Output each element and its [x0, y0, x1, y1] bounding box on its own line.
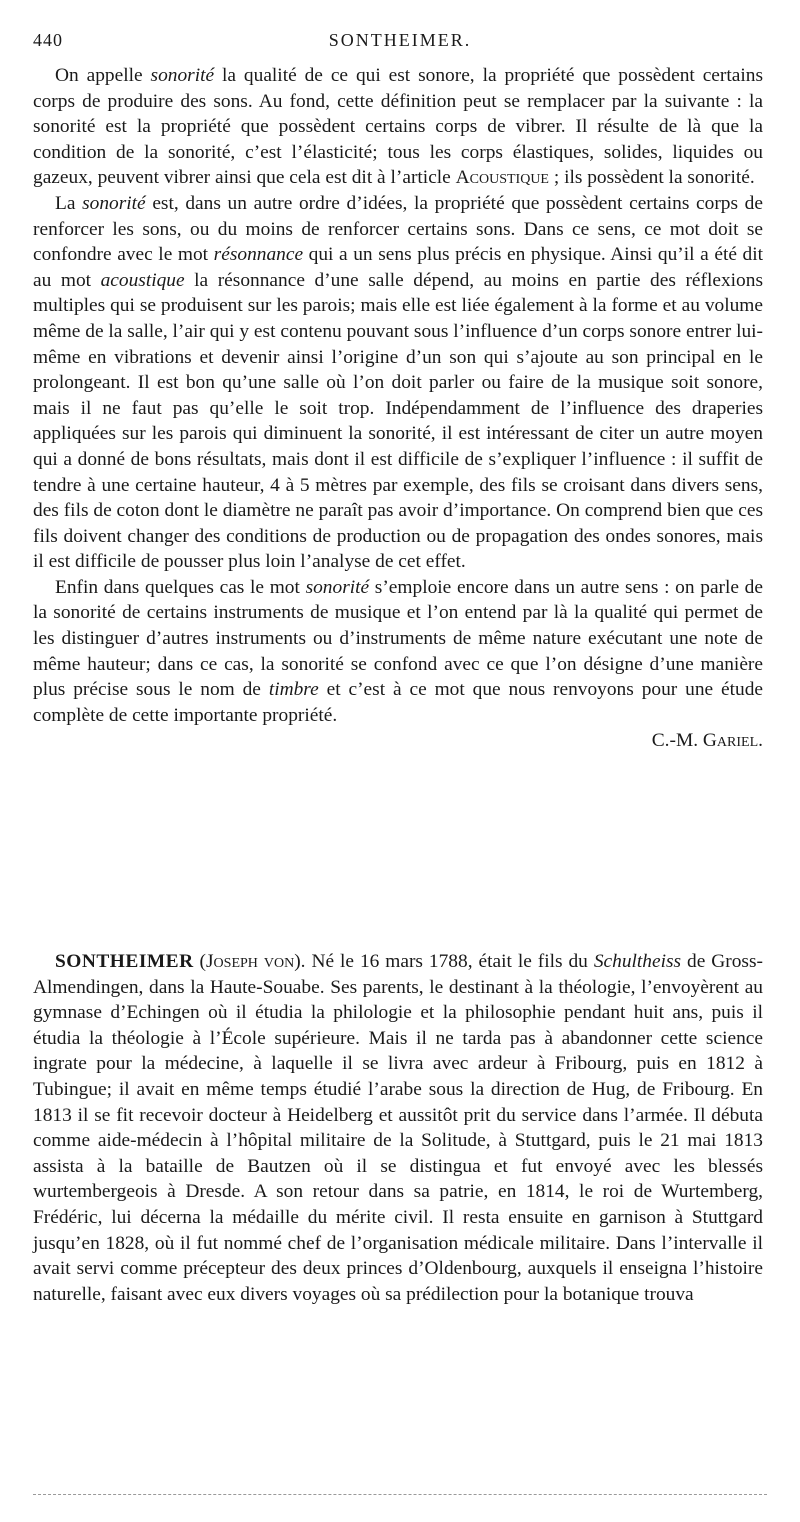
author-signature: C.-M. Gariel. [651, 730, 763, 752]
cross-reference: Acoustique [455, 167, 549, 189]
paragraph: SONTHEIMER (Joseph von). Né le 16 mars 1788, était le fils du Schultheiss de Gross-Almendingen, dans la Haute-Souabe. Ses parents, le destinant à la théologie, l’envoyèrent au gymnase d’Echingen où il étudia la philologie et la philosophie pendant huit ans, puis il étudia la théologie à l’École supérieure. Mais il ne tarda pas à abandonner cette science ingrate pour la médecine, à laquelle il se livra avec ardeur à Fribourg, puis en 1812 à Tubingue; il avait en même temps étudié l’arabe sous la direction de Hug, de Fribourg. En 1813 il se fit recevoir docteur à Heidelberg et aussitôt prit du service dans l’armée. Il débuta comme aide-médecin à l’hôpital militaire de la Solitude, à Stuttgard, puis le 21 mai 1813 assista à la bataille de Bautzen où il se distingua et fut envoyé avec les blessés wurtembergeois à Dresde. A son retour dans sa patrie, en 1814, le roi de Wurtemberg, Frédéric, lui décerna la médaille du mérite civil. Il resta ensuite en garnison à Stuttgard jusqu’en 1828, où il fut nommé chef de l’organisation médicale militaire. Dans l’intervalle il avait servi comme précepteur des deux princes d’Oldenbourg, auxquels il enseigna l’histoire naturelle, faisant avec eux divers voyages où sa prédilection pour la botanique trouva [33, 951, 763, 1305]
footer-rule [33, 1494, 767, 1495]
page-header [33, 30, 767, 56]
italic-term: sonorité [82, 192, 146, 214]
entry-headword: SONTHEIMER [55, 951, 194, 972]
entry-forename: Joseph von [206, 951, 295, 972]
italic-term: sonorité [305, 576, 370, 598]
italic-term: Schultheiss [593, 951, 682, 972]
italic-term: acoustique [100, 269, 185, 291]
italic-term: sonorité [150, 65, 215, 86]
article-sonorite [33, 63, 763, 754]
italic-term: résonnance [213, 244, 304, 266]
italic-term: timbre [268, 679, 319, 701]
page-number: 440 [33, 30, 63, 50]
article-sontheimer [33, 949, 763, 1307]
paragraph: La sonorité est, dans un autre ordre d’idées, la propriété que possèdent certains corps de renforcer les sons, ou du moins de renforcer certains sons. Dans ce sens, ce mot doit se confondre avec le mot résonnance qui a un sens plus précis en physique. Ainsi qu’il a été dit au mot acoustique la résonnance d’une salle dépend, au moins en partie des réflexions multiples qui se produisent sur les parois; mais elle est liée également à la forme et au volume même de la salle, l’air qui y est contenu pouvant sous l’influence d’un corps sonore entrer lui-même en vibrations et devenir ainsi l’origine d’un son qui s’ajoute au son principal en le prolongeant. Il est bon qu’une salle où l’on doit parler ou faire de la musique soit sonore, mais il ne faut pas qu’elle le soit trop. Indépendamment de l’influence des draperies appliquées sur les parois qui diminuent la sonorité, il est intéressant de citer un autre moyen qui a donné de bons résultats, mais dont il est difficile de s’expliquer l’influence : il suffit de tendre à une certaine hauteur, 4 à 5 mètres par exemple, des fils se croisant dans divers sens, des fils de coton dont le diamètre ne paraît pas avoir d’importance. On comprend bien que ces fils doivent changer des conditions de production ou de propagation des ondes sonores, mais il est difficile de pousser plus loin l’analyse de cet effet. [33, 192, 764, 573]
paragraph: On appelle sonorité la qualité de ce qui est sonore, la propriété que possèdent certains corps de produire des sons. Au fond, cette définition peut se remplacer par la suivante : la sonorité est la propriété que possèdent certains corps de vibrer. Il résulte de là que la condition de la sonorité, c’est l’élasticité; tous les corps élastiques, solides, liquides ou gazeux, peuvent vibrer ainsi que cela est dit à l’article Acoustique ; ils possèdent la sonorité. [33, 65, 763, 189]
paragraph: Enfin dans quelques cas le mot sonorité s’emploie encore dans un autre sens : on parle de la sonorité de certains instruments de musique et l’on entend par là la qualité qui permet de les distinguer d’autres instruments ou d’instruments de même nature exécutant une note de même hauteur; dans ce cas, la sonorité se confond avec ce que l’on désigne d’une manière plus précise sous le nom de timbre et c’est à ce mot que nous renvoyons pour une étude complète de cette importante propriété. [33, 576, 763, 726]
running-head: SONTHEIMER. [328, 30, 472, 50]
